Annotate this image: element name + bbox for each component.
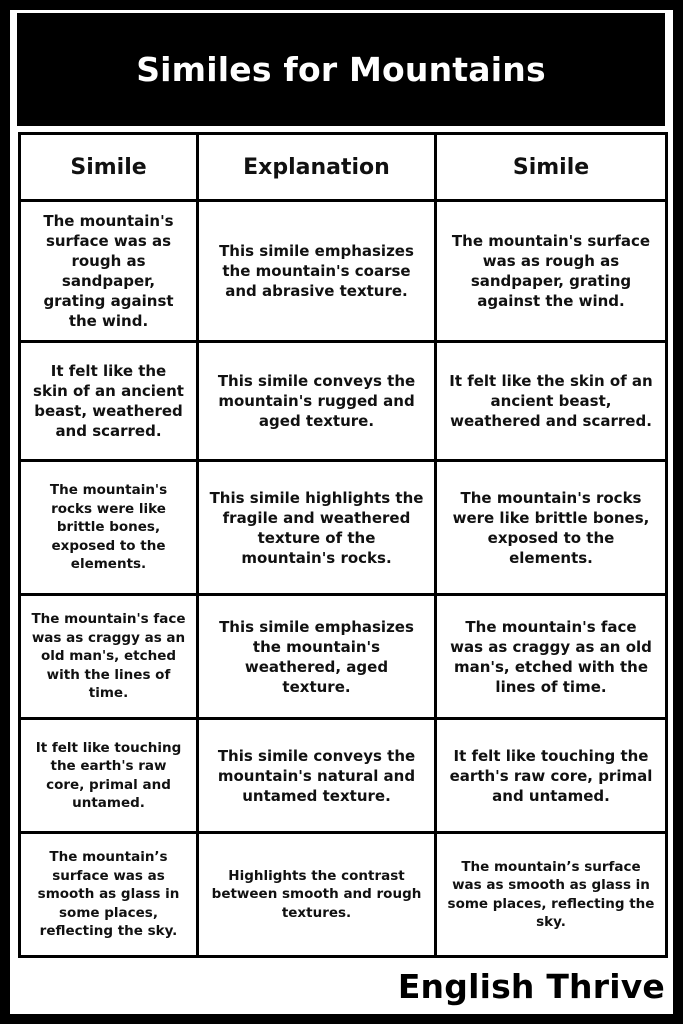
explanation-cell: This simile emphasizes the mountain's coarse and abrasive texture.: [198, 201, 436, 342]
simile-right-cell: The mountain’s surface was as smooth as glass in some places, reflecting the sky.: [436, 833, 667, 957]
table-header-row: [20, 134, 667, 201]
table-row: [20, 342, 667, 461]
simile-left-cell: The mountain's surface was as rough as sandpaper, grating against the wind.: [20, 201, 198, 342]
page: [10, 10, 673, 1014]
simile-right-cell: It felt like touching the earth's raw core, primal and untamed.: [436, 719, 667, 833]
table-row: [20, 461, 667, 595]
column-header-simile: Simile: [20, 134, 198, 201]
table-row: [20, 595, 667, 719]
table-row: [20, 833, 667, 957]
explanation-cell: This simile conveys the mountain's rugged and aged texture.: [198, 342, 436, 461]
explanation-cell: This simile highlights the fragile and weathered texture of the mountain's rocks.: [198, 461, 436, 595]
column-header-simile: Simile: [436, 134, 667, 201]
column-header-explanation: Explanation: [198, 134, 436, 201]
simile-right-cell: The mountain's face was as craggy as an old man's, etched with the lines of time.: [436, 595, 667, 719]
simile-left-cell: The mountain's rocks were like brittle bones, exposed to the elements.: [20, 461, 198, 595]
simile-right-cell: The mountain's rocks were like brittle bones, exposed to the elements.: [436, 461, 667, 595]
similes-table: [18, 132, 668, 958]
simile-right-cell: The mountain's surface was as rough as sandpaper, grating against the wind.: [436, 201, 667, 342]
explanation-cell: This simile emphasizes the mountain's weathered, aged texture.: [198, 595, 436, 719]
simile-left-cell: It felt like the skin of an ancient beast, weathered and scarred.: [20, 342, 198, 461]
explanation-cell: Highlights the contrast between smooth and rough textures.: [198, 833, 436, 957]
brand-footer: English Thrive: [397, 967, 665, 1006]
simile-left-cell: The mountain's face was as craggy as an old man's, etched with the lines of time.: [20, 595, 198, 719]
explanation-cell: This simile conveys the mountain's natural and untamed texture.: [198, 719, 436, 833]
title-banner: [17, 13, 665, 126]
simile-right-cell: It felt like the skin of an ancient beast, weathered and scarred.: [436, 342, 667, 461]
page-title: Similes for Mountains: [136, 50, 546, 89]
simile-left-cell: The mountain’s surface was as smooth as glass in some places, reflecting the sky.: [20, 833, 198, 957]
table-row: [20, 201, 667, 342]
table-row: [20, 719, 667, 833]
simile-left-cell: It felt like touching the earth's raw core, primal and untamed.: [20, 719, 198, 833]
